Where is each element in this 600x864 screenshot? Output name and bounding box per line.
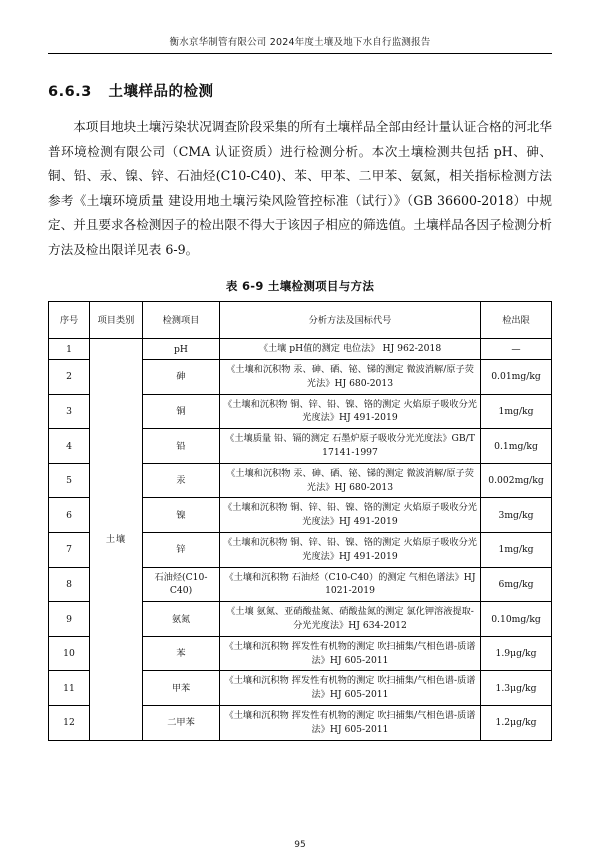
table-header-row (49, 302, 552, 339)
cell-limit: 3mg/kg (481, 498, 552, 533)
cell-item: 汞 (143, 463, 220, 498)
table-caption: 表 6-9 土壤检测项目与方法 (225, 279, 375, 294)
cell-item: 铅 (143, 429, 220, 464)
cell-no: 9 (49, 602, 90, 637)
column-header-category: 项目类别 (90, 302, 143, 339)
cell-method: 《土壤和沉积物 铜、锌、铅、镍、铬的测定 火焰原子吸收分光光度法》HJ 491-2019 (220, 394, 481, 429)
cell-limit: 1mg/kg (481, 533, 552, 568)
cell-method: 《土壤和沉积物 铜、锌、铅、镍、铬的测定 火焰原子吸收分光光度法》HJ 491-2019 (220, 498, 481, 533)
cell-category: 土壤 (90, 339, 143, 740)
column-header-item: 检测项目 (143, 302, 220, 339)
cell-method: 《土壤和沉积物 挥发性有机物的测定 吹扫捕集/气相色谱-质谱法》HJ 605-2011 (220, 671, 481, 706)
cell-no: 12 (49, 706, 90, 741)
cell-no: 7 (49, 533, 90, 568)
cell-item: 石油烃(C10-C40) (143, 567, 220, 602)
cell-limit: 0.002mg/kg (481, 463, 552, 498)
cell-limit: 0.1mg/kg (481, 429, 552, 464)
page-number: 95 (294, 840, 306, 850)
cell-no: 1 (49, 339, 90, 360)
cell-item: 镍 (143, 498, 220, 533)
cell-no: 11 (49, 671, 90, 706)
soil-test-methods-table (48, 301, 552, 740)
column-header-method: 分析方法及国标代号 (220, 302, 481, 339)
cell-limit: 0.10mg/kg (481, 602, 552, 637)
running-header: 衡水京华制管有限公司 2024年度土壤及地下水自行监测报告 (48, 34, 552, 54)
cell-limit: 0.01mg/kg (481, 360, 552, 395)
cell-method: 《土壤和沉积物 汞、砷、硒、铋、锑的测定 微波消解/原子荧光法》HJ 680-2013 (220, 463, 481, 498)
cell-method: 《土壤和沉积物 铜、锌、铅、镍、铬的测定 火焰原子吸收分光光度法》HJ 491-2019 (220, 533, 481, 568)
cell-method: 《土壤 氨氮、亚硝酸盐氮、硝酸盐氮的测定 氯化钾溶液提取-分光光度法》HJ 634-2012 (220, 602, 481, 637)
cell-no: 3 (49, 394, 90, 429)
body-paragraph: 本项目地块土壤污染状况调查阶段采集的所有土壤样品全部由经计量认证合格的河北华普环境检测有限公司（CMA 认证资质）进行检测分析。本次土壤检测共包括 pH、砷、铜、铅、汞、镍、锌、石油烃(C10-C40)、苯、甲苯、二甲苯、氨氮，相关指标检测方法参考《土壤环境质量 建设用地土壤污染风险管控标准（试行）》（GB 36600-2018）中规定、并且要求各检测因子的检出限不得大于该因子相应的筛选值。土壤样品各因子检测分析方法及检出限详见表 6-9。 (48, 119, 552, 257)
cell-method: 《土壤和沉积物 汞、砷、硒、铋、锑的测定 微波消解/原子荧光法》HJ 680-2013 (220, 360, 481, 395)
cell-method: 《土壤和沉积物 挥发性有机物的测定 吹扫捕集/气相色谱-质谱法》HJ 605-2011 (220, 636, 481, 671)
cell-item: 甲苯 (143, 671, 220, 706)
cell-item: 苯 (143, 636, 220, 671)
cell-no: 10 (49, 636, 90, 671)
column-header-no: 序号 (49, 302, 90, 339)
cell-no: 2 (49, 360, 90, 395)
cell-no: 8 (49, 567, 90, 602)
cell-limit: 1.3μg/kg (481, 671, 552, 706)
cell-item: pH (143, 339, 220, 360)
page-title (48, 80, 552, 101)
cell-no: 6 (49, 498, 90, 533)
cell-item: 砷 (143, 360, 220, 395)
cell-item: 氨氮 (143, 602, 220, 637)
cell-limit: 6mg/kg (481, 567, 552, 602)
cell-no: 5 (49, 463, 90, 498)
cell-item: 铜 (143, 394, 220, 429)
cell-limit: 1mg/kg (481, 394, 552, 429)
cell-method: 《土壤和沉积物 石油烃（C10-C40）的测定 气相色谱法》HJ 1021-2019 (220, 567, 481, 602)
cell-item: 锌 (143, 533, 220, 568)
cell-method: 《土壤质量 铅、镉的测定 石墨炉原子吸收分光光度法》GB/T 17141-1997 (220, 429, 481, 464)
column-header-limit: 检出限 (481, 302, 552, 339)
section-number: 6.6.3 (48, 84, 92, 100)
cell-no: 4 (49, 429, 90, 464)
cell-method: 《土壤和沉积物 挥发性有机物的测定 吹扫捕集/气相色谱-质谱法》HJ 605-2011 (220, 706, 481, 741)
cell-limit: 1.2μg/kg (481, 706, 552, 741)
table-row (49, 339, 552, 360)
cell-limit: 1.9μg/kg (481, 636, 552, 671)
cell-method: 《土壤 pH值的测定 电位法》 HJ 962-2018 (220, 339, 481, 360)
section-heading-text: 土壤样品的检测 (108, 84, 214, 100)
cell-item: 二甲苯 (143, 706, 220, 741)
cell-limit: — (481, 339, 552, 360)
